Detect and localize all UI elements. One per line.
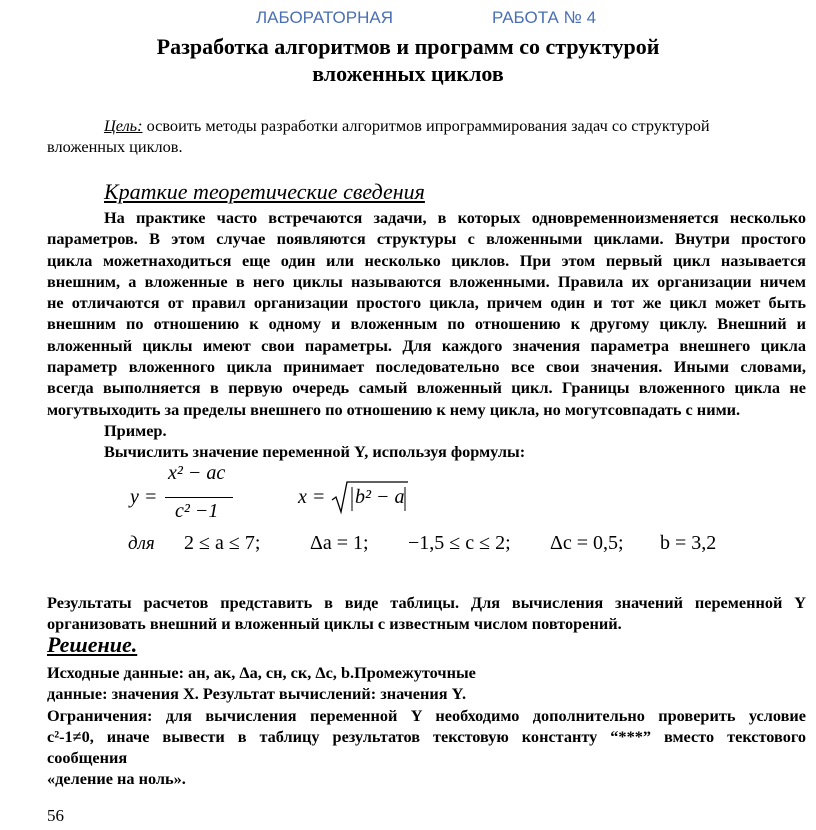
results-line-2: организовать внешний и вложенный циклы с известным числом повторений. xyxy=(47,614,622,634)
title-line-1: Разработка алгоритмов и программ со структурой xyxy=(156,34,660,59)
theory-line: параметров. В этом случае появляются структуры с вложенными циклами. Внутри простого xyxy=(47,229,806,249)
constraints-line-3: сообщения xyxy=(47,748,128,768)
constraints-line-4: «деление на ноль». xyxy=(47,769,186,789)
constraints-line-1: Ограничения: для вычисления переменной Y необходимо дополнительно проверить условие xyxy=(47,705,806,725)
goal-text-1: освоить методы разработки алгоритмов ипрограммирования задач со структурой xyxy=(142,116,710,135)
solution-paragraph xyxy=(47,662,806,790)
formula-x-lhs: x = xyxy=(298,486,326,508)
formula-a-range: 2 ≤ a ≤ 7; xyxy=(184,532,261,554)
task-text: Вычислить значение переменной Y, используя формулы: xyxy=(104,442,526,462)
goal-line-2: вложенных циклов. xyxy=(47,137,183,157)
theory-line: На практике часто встречаются задачи, в которых одновременноизменяется несколько xyxy=(104,208,806,227)
header-lab-label: ЛАБОРАТОРНАЯ xyxy=(256,8,393,27)
formula-numerator: x² − ac xyxy=(168,462,226,484)
goal-label: Цель: xyxy=(104,116,143,135)
theory-line: внешним, а вложенные в него циклы называются вложенными. Правила их организации ничем xyxy=(47,271,806,291)
theory-line: могутвыходить за пределы внешнего по отношению к нему цикла, но могутсовпадать с ними. xyxy=(47,399,741,419)
theory-line: вложенный циклы имеют свои параметры. Для каждого значения параметра внешнего цикла xyxy=(47,335,806,355)
theory-line: параметр вложенного цикла принимает последовательно все свои значения. Иными словами, xyxy=(47,357,806,377)
solution-heading: Решение. xyxy=(47,632,138,657)
formula-radicand: b² − a xyxy=(355,486,405,508)
inputs-line-2: данные: значения X. Результат вычислений: значения Y. xyxy=(47,684,467,704)
header-work-number: РАБОТА № 4 xyxy=(492,8,597,27)
theory-paragraph xyxy=(47,207,806,463)
theory-line: не отличаются от правил организации простого цикла, причем один и тот же цикл может быть xyxy=(47,293,806,313)
formula-c-range: −1,5 ≤ c ≤ 2; xyxy=(408,532,511,554)
theory-line: внешним по отношению к одному и вложенным по отношению к другому циклу. Внешний и xyxy=(47,314,806,334)
theory-line: цикла можетнаходиться еще один или несколько циклов. При этом первый цикл называется xyxy=(47,250,806,270)
goal-paragraph xyxy=(47,115,806,158)
page-number: 56 xyxy=(47,806,64,825)
goal-line-1 xyxy=(47,115,806,136)
constraints-line-2: c²-1≠0, иначе вывести в таблицу результатов текстовую константу “***” вместо текстового xyxy=(47,726,806,746)
results-paragraph xyxy=(47,592,806,635)
theory-line: всегда выполняется в первую очередь самый вложенный цикл. Границы вложенного цикла не xyxy=(47,378,806,398)
formula-delta-c: Δc = 0,5; xyxy=(550,532,624,554)
inputs-line-1: Исходные данные: aн, aк, Δa, cн, cк, Δc, b.Промежуточные xyxy=(47,663,476,682)
results-line-1: Результаты расчетов представить в виде таблицы. Для вычисления значений переменной Y xyxy=(47,593,806,612)
title-line-2: вложенных циклов xyxy=(312,61,504,86)
formula-denominator: c² −1 xyxy=(175,500,219,522)
formula-delta-a: Δa = 1; xyxy=(310,532,369,554)
example-label: Пример. xyxy=(104,420,167,440)
formula-b-value: b = 3,2 xyxy=(660,532,717,554)
formula-for-label: для xyxy=(128,533,155,554)
formula-y-lhs: y = xyxy=(130,486,158,508)
theory-heading: Краткие теоретические сведения xyxy=(104,179,425,204)
fraction-bar xyxy=(165,497,233,498)
